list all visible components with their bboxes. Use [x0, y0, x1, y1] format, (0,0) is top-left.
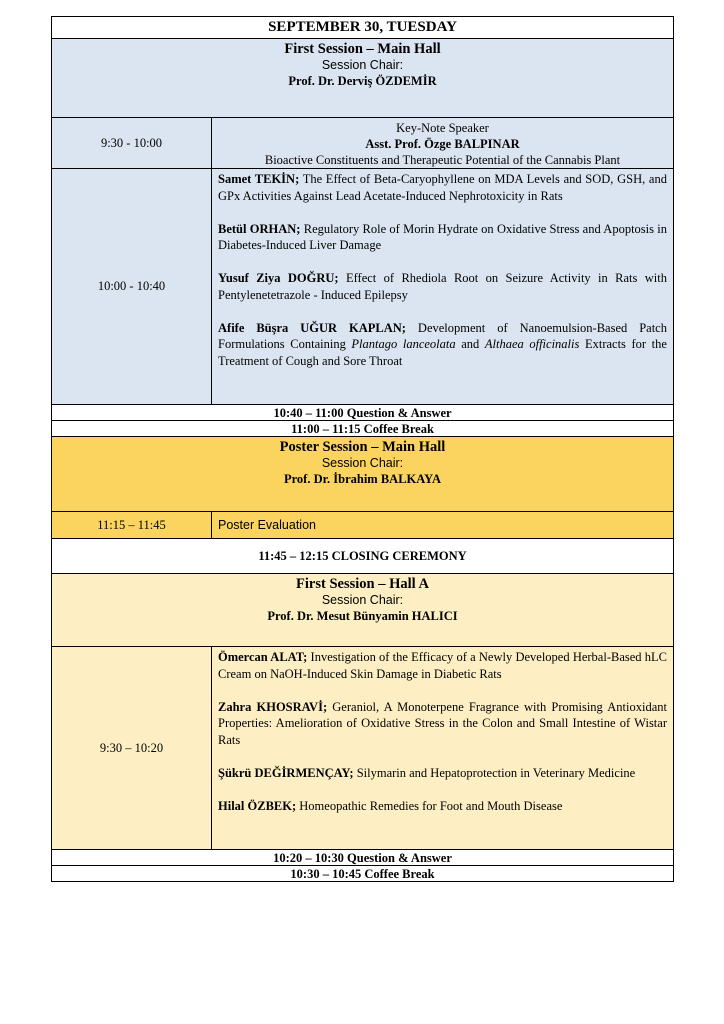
closing-row: [52, 539, 674, 574]
talk-title-italic: Althaea officinalis: [484, 337, 580, 351]
sessionA-header-row: [52, 574, 674, 647]
talk-title: Silymarin and Hepatoprotection in Veterinary Medicine: [353, 765, 636, 780]
poster-header: [52, 437, 674, 512]
talk-item: [218, 649, 667, 682]
talk-title: Homeopathic Remedies for Foot and Mouth Disease: [296, 798, 563, 813]
program-table: [51, 16, 674, 882]
poster-chair-label: Session Chair:: [321, 456, 404, 470]
talk-title: Investigation of the Efficacy of a Newly Developed Herbal-Based hLC Cream on NaOH-Induced Skin Damage in Diabetic Rats: [218, 650, 667, 681]
session1-chair: Prof. Dr. Derviş ÖZDEMİR: [288, 74, 437, 88]
session1-title: First Session – Main Hall: [284, 41, 441, 57]
talk-author: Zahra KHOSRAVİ;: [218, 699, 328, 714]
talk-title: Regulatory Role of Morin Hydrate on Oxidative Stress and Apoptosis in Diabetes-Induced Liver Damage: [218, 221, 668, 252]
sessionA-talks-row: [52, 647, 674, 850]
poster-header-row: [52, 437, 674, 512]
keynote-topic: Bioactive Constituents and Therapeutic Potential of the Cannabis Plant: [264, 153, 621, 167]
keynote-time: 9:30 - 10:00: [52, 118, 212, 169]
talk-item: [218, 798, 667, 815]
talk-title: Geraniol, A Monoterpene Fragrance with Promising Antioxidant Properties: Amelioration of Oxidative Stress in the Colon and Small Intestine of Wistar Rats: [218, 699, 667, 747]
talk-author: Betül ORHAN;: [218, 221, 301, 236]
keynote-speaker: Asst. Prof. Özge BALPINAR: [365, 137, 520, 151]
talk-title: and: [455, 337, 485, 351]
sessionA-header: [52, 574, 674, 647]
talk-item: [218, 270, 667, 303]
talk-title: Development of Nanoemulsion-Based Patch Formulations Containing: [218, 320, 667, 351]
closing-ceremony: 11:45 – 12:15 CLOSING CEREMONY: [52, 539, 674, 574]
talk-title-italic: Plantago lanceolata: [351, 337, 456, 351]
session1-header-row: [52, 39, 674, 118]
talk-item: [218, 699, 667, 749]
sessionA-title: First Session – Hall A: [296, 576, 429, 592]
talk-title: Extracts for the Treatment of Cough and Sore Throat: [218, 337, 667, 368]
talk-item: [218, 221, 667, 254]
sessionA-break-row: [52, 866, 674, 882]
sessionA-break: 10:30 – 10:45 Coffee Break: [52, 866, 674, 882]
poster-activity: Poster Evaluation: [212, 512, 674, 539]
talk-author: Afife Büşra UĞUR KAPLAN;: [218, 320, 406, 335]
talk-author: Yusuf Ziya DOĞRU;: [218, 271, 339, 285]
talk-item: [218, 320, 667, 370]
session1-qa-row: [52, 405, 674, 421]
talk-author: Şükrü DEĞİRMENÇAY;: [218, 765, 354, 780]
keynote-label: Key-Note Speaker: [396, 121, 489, 135]
day-header-row: [52, 17, 674, 39]
talk-author: Ömercan ALAT;: [218, 650, 308, 664]
session1-chair-label: Session Chair:: [321, 58, 404, 72]
talk-title: Effect of Rhediola Root on Seizure Activity in Rats with Pentylenetetrazole - Induced Epilepsy: [218, 271, 667, 302]
poster-title: Poster Session – Main Hall: [279, 439, 446, 455]
keynote-box: [212, 118, 674, 169]
sessionA-qa-row: [52, 850, 674, 866]
session1-qa: 10:40 – 11:00 Question & Answer: [52, 405, 674, 421]
talk-author: Samet TEKİN;: [218, 172, 300, 186]
session1-talks-time: 10:00 - 10:40: [52, 169, 212, 405]
talk-item: [218, 765, 667, 782]
keynote-row: [52, 118, 674, 169]
talk-author: Hilal ÖZBEK;: [218, 798, 297, 813]
talk-title: The Effect of Beta-Caryophyllene on MDA Levels and SOD, GSH, and GPx Activities Against Lead Acetate-Induced Nephrotoxicity in Rats: [218, 172, 667, 203]
session1-talks: [212, 169, 674, 405]
session1-talks-row: [52, 169, 674, 405]
poster-chair: Prof. Dr. İbrahim BALKAYA: [283, 472, 442, 486]
day-title: SEPTEMBER 30, TUESDAY: [52, 17, 674, 39]
poster-row: [52, 512, 674, 539]
sessionA-talks: [212, 647, 674, 850]
poster-time: 11:15 – 11:45: [52, 512, 212, 539]
sessionA-chair: Prof. Dr. Mesut Bünyamin HALICI: [267, 609, 458, 623]
session1-break: 11:00 – 11:15 Coffee Break: [52, 421, 674, 437]
session1-break-row: [52, 421, 674, 437]
sessionA-talks-time: 9:30 – 10:20: [52, 647, 212, 850]
sessionA-qa: 10:20 – 10:30 Question & Answer: [52, 850, 674, 866]
session1-header: [52, 39, 674, 118]
talk-item: [218, 171, 667, 204]
sessionA-chair-label: Session Chair:: [321, 593, 404, 607]
